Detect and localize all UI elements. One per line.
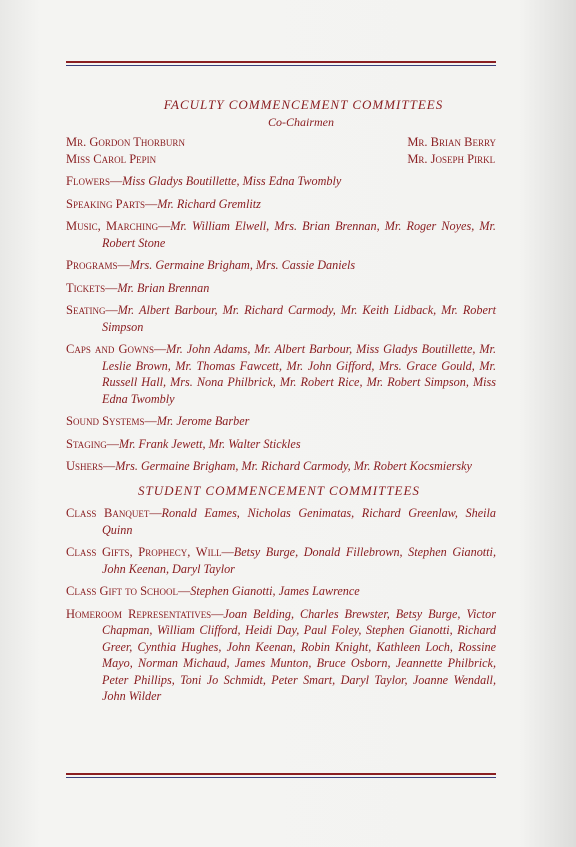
dash: — [109, 174, 123, 188]
committee-members: Mr. Frank Jewett, Mr. Walter Stickles [118, 436, 301, 451]
committees-content [66, 97, 496, 705]
dash: — [105, 303, 118, 317]
committee-label: Sound Systems [66, 414, 145, 428]
committee-label: Ushers [66, 459, 104, 473]
dash: — [149, 506, 162, 520]
dash: — [117, 258, 130, 272]
chairman-name: Miss Carol Pepin [66, 151, 157, 166]
committee-entry [66, 302, 496, 335]
committee-label: Homeroom Representatives [66, 606, 212, 621]
committee-entry [66, 341, 496, 407]
bottom-rule [66, 773, 496, 778]
co-chairmen-subtitle: Co-Chairmen [268, 114, 334, 129]
committee-label: Seating [66, 303, 106, 317]
committee-members: Mr. Richard Gremlitz [157, 196, 261, 211]
committee-entry [66, 436, 496, 453]
committee-label: Staging [66, 436, 107, 451]
committee-label: Music, Marching [66, 219, 159, 233]
co-chairmen-right [407, 134, 496, 167]
committee-label: Class Gift to School [66, 584, 179, 598]
committee-members: Betsy Burge, Donald Fillebrown, Stephen Gianotti, John Keenan, Daryl Taylor [102, 545, 496, 576]
chairman-name: Mr. Brian Berry [407, 135, 496, 149]
committee-entry [66, 606, 496, 705]
committee-entry [66, 583, 496, 600]
dash: — [105, 280, 118, 295]
co-chairmen-list [66, 134, 496, 167]
student-committee-list [66, 505, 496, 705]
committee-label: Class Gifts, Prophecy, Will [66, 545, 222, 559]
committee-label: Caps and Gowns [66, 342, 154, 356]
committee-entry [66, 173, 496, 190]
committee-label: Programs [66, 258, 118, 272]
committee-members: Stephen Gianotti, James Lawrence [190, 584, 360, 598]
dash: — [103, 459, 116, 473]
committee-members: Mr. Albert Barbour, Mr. Richard Carmody, Mr. Keith Lidback, Mr. Robert Simpson [102, 303, 496, 334]
student-section-title: STUDENT COMMENCEMENT COMMITTEES [138, 482, 420, 498]
committee-members: Mrs. Germaine Brigham, Mr. Richard Carmody, Mr. Robert Kocsmiersky [115, 459, 472, 473]
chairman-name: Mr. Gordon Thorburn [66, 135, 185, 149]
committee-entry [66, 544, 496, 577]
chairman-name: Mr. Joseph Pirkl [407, 151, 496, 166]
committee-label: Tickets [66, 280, 106, 295]
committee-members: Mr. William Elwell, Mrs. Brian Brennan, Mr. Roger Noyes, Mr. Robert Stone [102, 219, 496, 250]
committee-entry [66, 196, 496, 213]
dash: — [145, 196, 158, 211]
faculty-section-title: FACULTY COMMENCEMENT COMMITTEES [163, 97, 444, 112]
dash: — [158, 219, 171, 233]
top-rule [66, 61, 496, 66]
committee-label: Flowers [66, 174, 110, 188]
dash: — [178, 584, 191, 598]
dash: — [106, 436, 119, 451]
co-chairmen-left [66, 134, 185, 167]
dash: — [221, 545, 234, 559]
committee-entry [66, 257, 496, 274]
dash: — [153, 342, 167, 356]
committee-members: Mr. Jerome Barber [156, 414, 250, 428]
committee-members: Mrs. Germaine Brigham, Mrs. Cassie Daniels [129, 258, 356, 272]
committee-entry [66, 458, 496, 475]
committee-members: Ronald Eames, Nicholas Genimatas, Richard Greenlaw, Sheila Quinn [102, 506, 496, 537]
committee-entry [66, 218, 496, 251]
dash: — [144, 414, 157, 428]
committee-entry [66, 413, 496, 430]
committee-members: Miss Gladys Boutillette, Miss Edna Twombly [122, 174, 342, 188]
committee-entry [66, 280, 496, 297]
committee-members: Mr. Brian Brennan [117, 280, 210, 295]
committee-label: Class Banquet [66, 506, 150, 520]
faculty-committee-list [66, 173, 496, 475]
dash: — [211, 606, 224, 621]
committee-entry [66, 505, 496, 538]
committee-label: Speaking Parts [66, 196, 145, 211]
committee-members: Joan Belding, Charles Brewster, Betsy Burge, Victor Chapman, William Clifford, Heidi Day, Paul Foley, Stephen Gianotti, Richard Greer, Cynthia Hughes, John Keenan, Robin Knight, Kathleen Loch, Rossine Mayo, Norman Michaud, James Munton, Bruce Osborn, Jeannette Philbrick, Peter Phillips, Toni Jo Schmidt, Peter Smart, Daryl Taylor, Joanne Wendall, John Wilder [102, 606, 496, 703]
committee-members: Mr. John Adams, Mr. Albert Barbour, Miss Gladys Boutillette, Mr. Leslie Brown, Mr. Thomas Fawcett, Mr. John Gifford, Mrs. Grace Gould, Mr. Russell Hall, Mrs. Nona Philbrick, Mr. Robert Rice, Mr. Robert Simpson, Miss Edna Twombly [102, 342, 496, 406]
